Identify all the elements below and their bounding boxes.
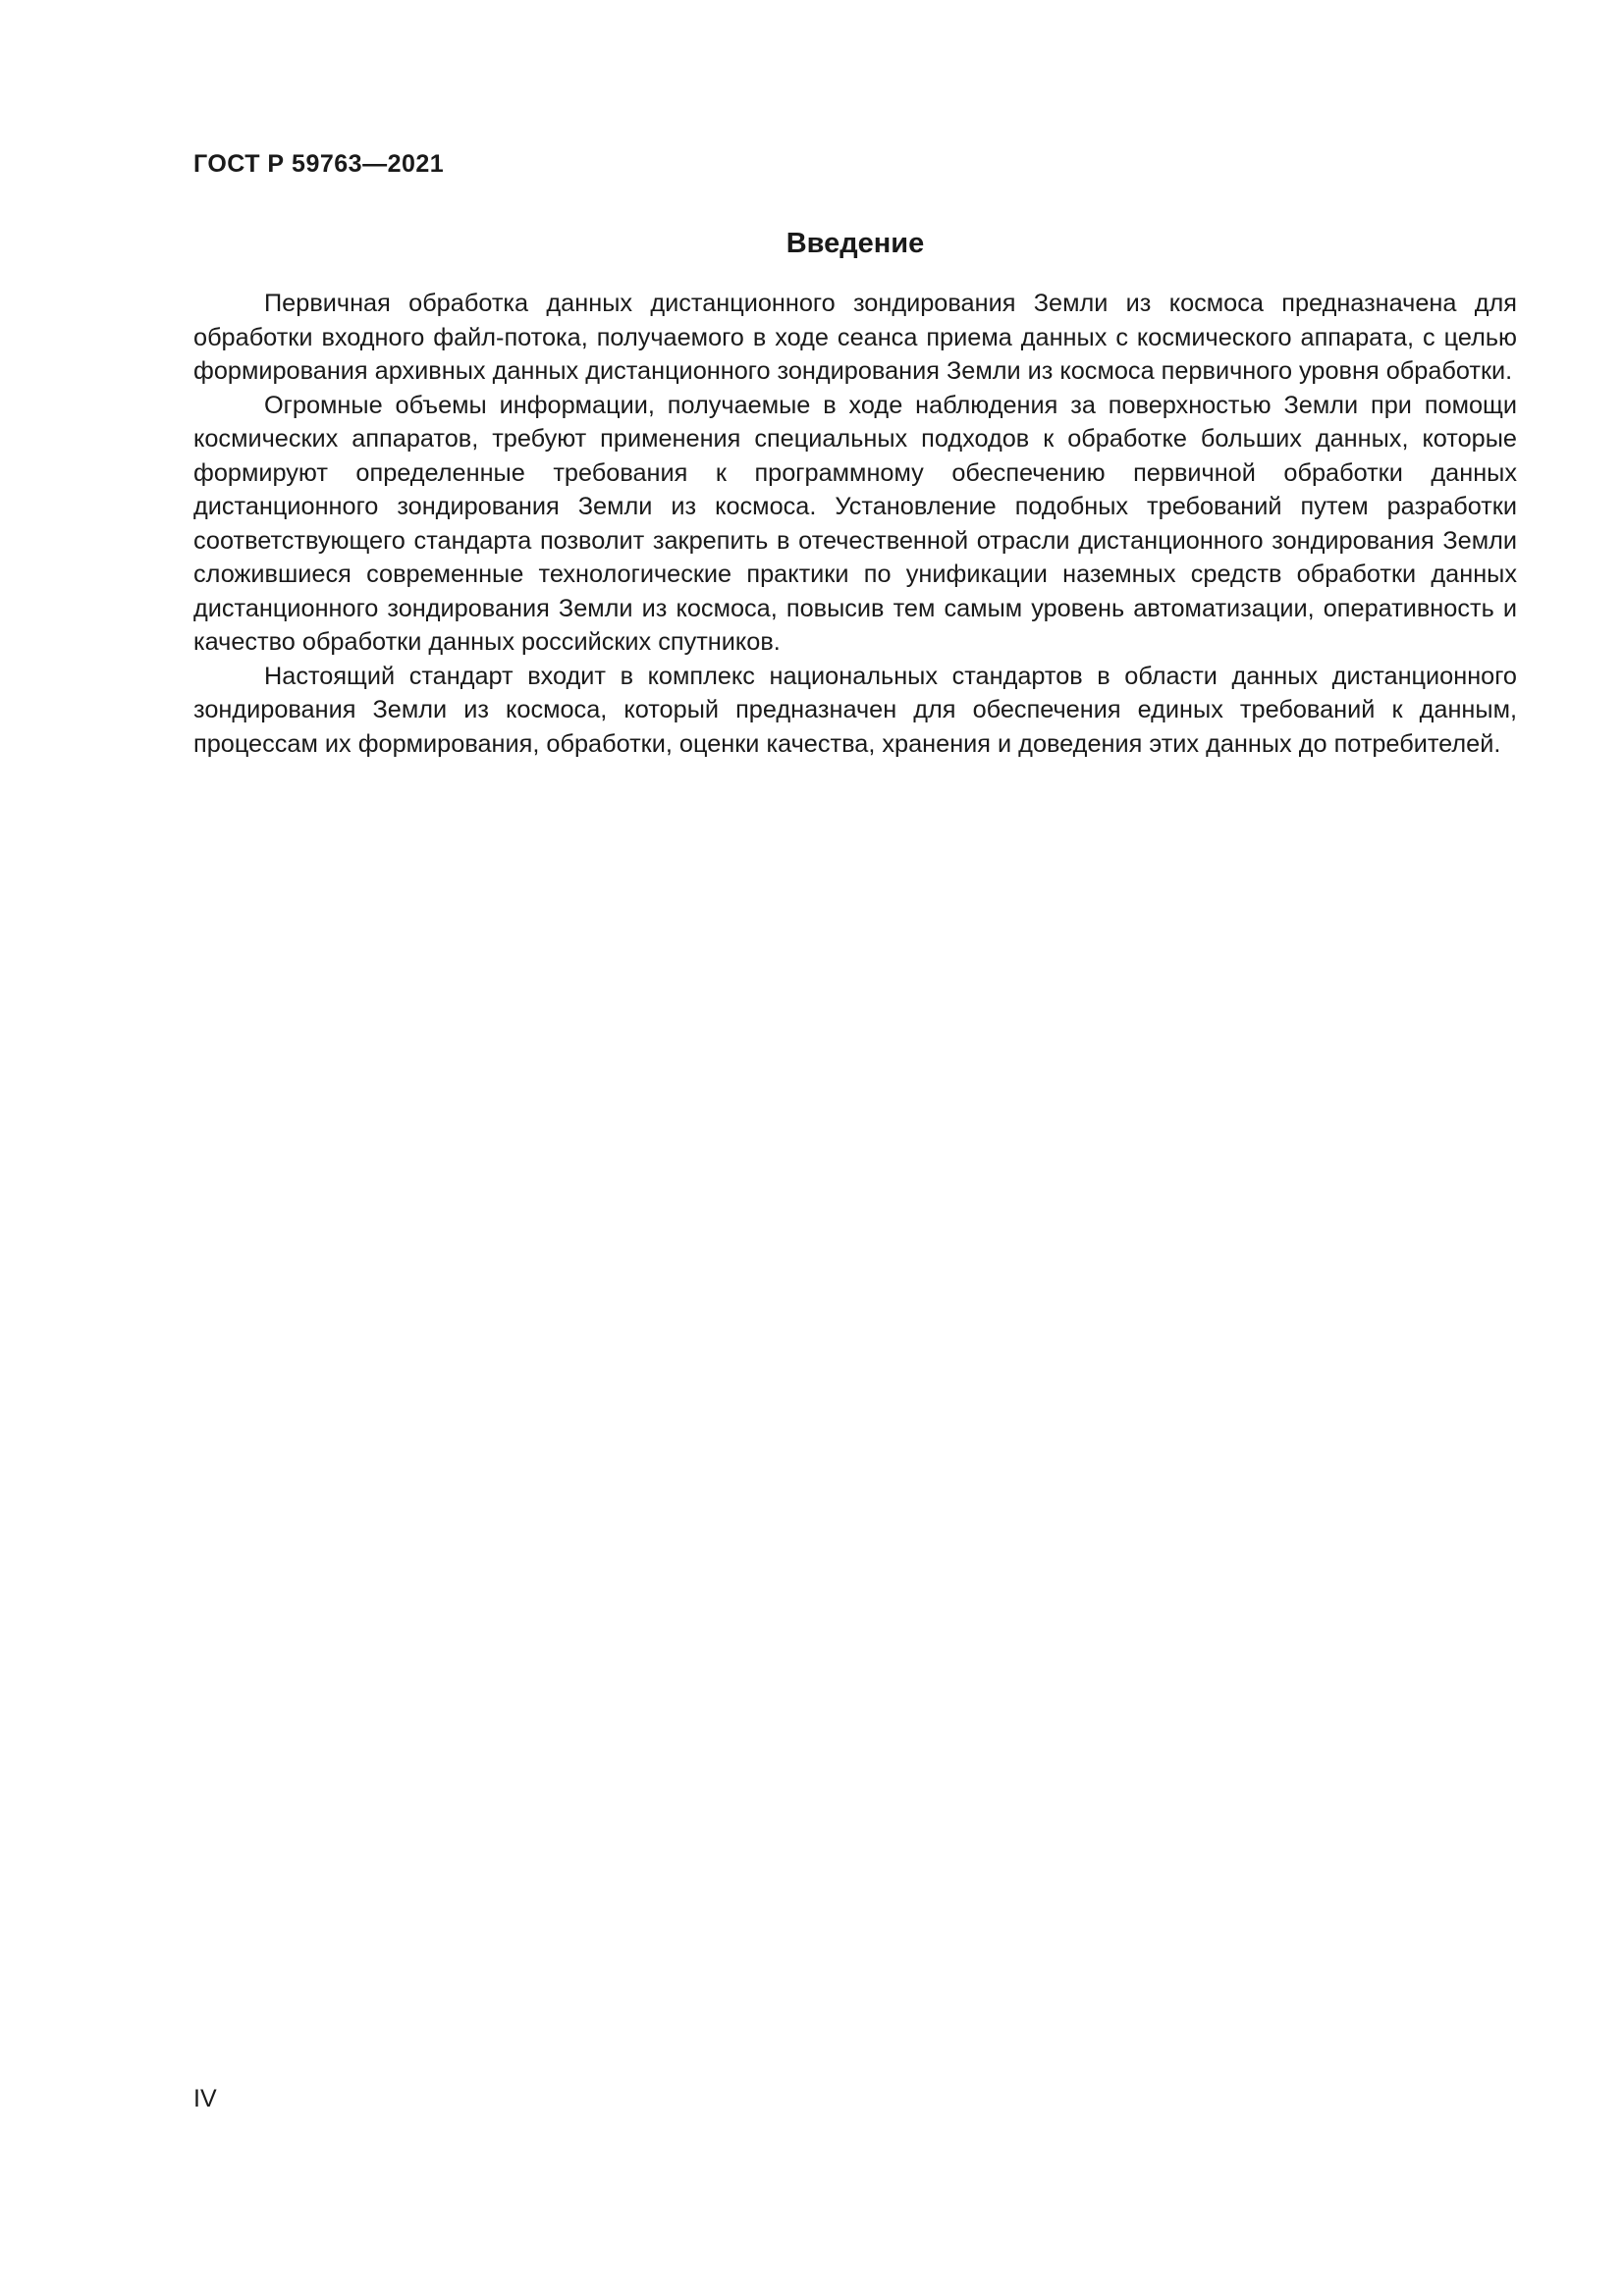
body-text [193, 287, 1517, 761]
paragraph: Первичная обработка данных дистанционного зондирования Земли из космоса предназначена для обработки входного файл-потока, получаемого в ходе сеанса приема данных с космического аппарата, с целью формирования архивных данных дистанционного зондирования Земли из космоса первичного уровня обработки. [193, 290, 1517, 385]
page-number: IV [193, 2085, 217, 2112]
paragraph: Огромные объемы информации, получаемые в ходе наблюдения за поверхностью Земли при помощи космических аппаратов, требуют применения специальных подходов к обработке больших данных, которые формируют определенные требования к программному обеспечению первичной обработки данных дистанционного зондирования Земли из космоса. Установление подобных требований путем разработки соответствующего стандарта позволит закрепить в отечественной отрасли дистанционного зондирования Земли сложившиеся современные технологические практики по унификации наземных средств обработки данных дистанционного зондирования Земли из космоса, повысив тем самым уровень автоматизации, оперативность и качество обработки данных российских спутников. [193, 391, 1517, 656]
paragraph: Настоящий стандарт входит в комплекс национальных стандартов в области данных дистанционного зондирования Земли из космоса, который предназначен для обеспечения единых требований к данным, процессам их формирования, обработки, оценки качества, хранения и доведения этих данных до потребителей. [193, 662, 1517, 758]
document-header: ГОСТ Р 59763—2021 [193, 150, 445, 178]
section-title: Введение [785, 228, 925, 259]
